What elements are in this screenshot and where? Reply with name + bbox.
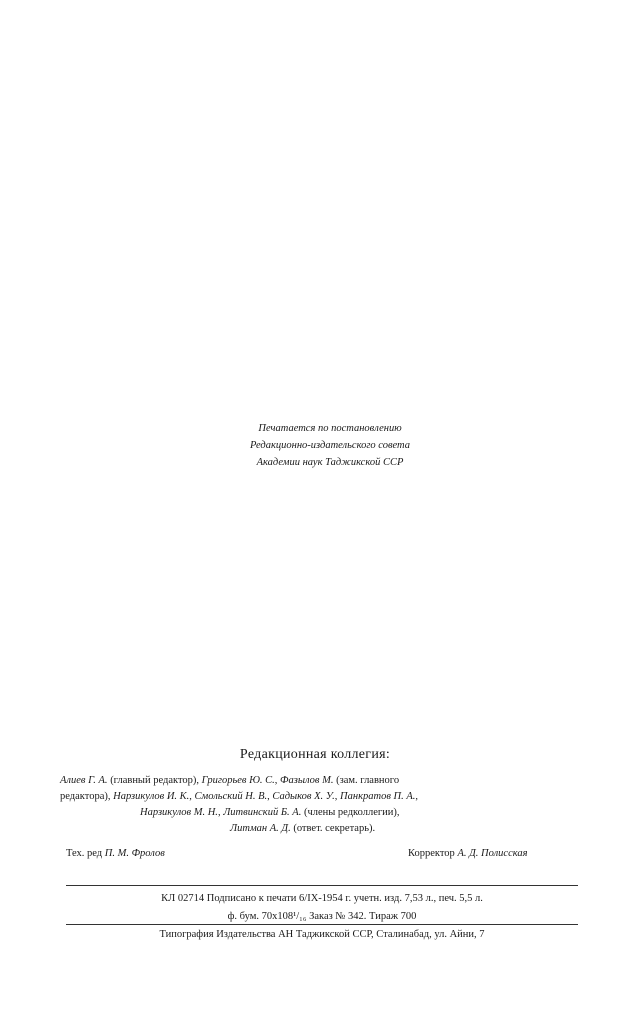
member-role: (зам. главного <box>333 775 400 786</box>
separator: , <box>415 791 418 802</box>
members-line-4 <box>60 821 580 837</box>
approval-line-2: Редакционно-издательского совета <box>249 440 410 451</box>
members-note: (члены редколлегии), <box>301 807 400 818</box>
imprint-line-2: ф. бум. 70x108¹/₁₆ Заказ № 342. Тираж 700 <box>227 911 417 922</box>
member-name: Литвинский Б. А. <box>223 807 302 818</box>
proofreader-label: Корректор <box>408 848 458 859</box>
tech-editor-label: Тех. ред <box>66 848 105 859</box>
members-line-1 <box>60 773 580 789</box>
approval-line-1: Печатается по постановлению <box>258 423 402 434</box>
separator: , <box>334 791 341 802</box>
member-name: Панкратов П. А. <box>340 791 416 802</box>
approval-notice <box>150 420 510 471</box>
proofreader <box>408 848 528 859</box>
technical-editor <box>66 848 165 859</box>
member-name: Фазылов М. <box>280 775 334 786</box>
imprint-line-1: КЛ 02714 Подписано к печати 6/IX-1954 г. учетн. изд. 7,53 л., печ. 5,5 л. <box>161 893 483 904</box>
editorial-board-title: Редакционная коллегия: <box>239 747 391 762</box>
separator: , <box>217 807 224 818</box>
imprint-block <box>66 890 578 926</box>
member-name: Смольский Н. В. <box>194 791 268 802</box>
member-role: (ответ. секретарь). <box>290 823 376 834</box>
imprint-top-rule <box>66 885 578 886</box>
proofreader-name: А. Д. Полисская <box>457 848 528 859</box>
members-line-3 <box>60 805 580 821</box>
member-role: редактора), <box>60 791 114 802</box>
member-name: Нарзикулов И. К. <box>113 791 190 802</box>
printer-info: Типография Издательства АН Таджикской ССР, Сталинабад, ул. Айни, 7 <box>159 929 485 940</box>
separator: , <box>274 775 281 786</box>
member-role: (главный редактор), <box>107 775 202 786</box>
member-name: Алиев Г. А. <box>60 775 108 786</box>
separator: , <box>189 791 195 802</box>
member-name: Садыков Х. У. <box>272 791 335 802</box>
editorial-board-members <box>60 773 580 837</box>
member-name: Литман А. Д. <box>230 823 291 834</box>
tech-editor-name: П. М. Фролов <box>104 848 165 859</box>
member-name: Григорьев Ю. С. <box>201 775 275 786</box>
imprint-bottom-rule <box>66 924 578 925</box>
member-name: Нарзикулов М. Н. <box>140 807 218 818</box>
approval-line-3: Академии наук Таджикской ССР <box>256 457 404 468</box>
members-line-2 <box>60 789 580 805</box>
separator: , <box>267 791 273 802</box>
